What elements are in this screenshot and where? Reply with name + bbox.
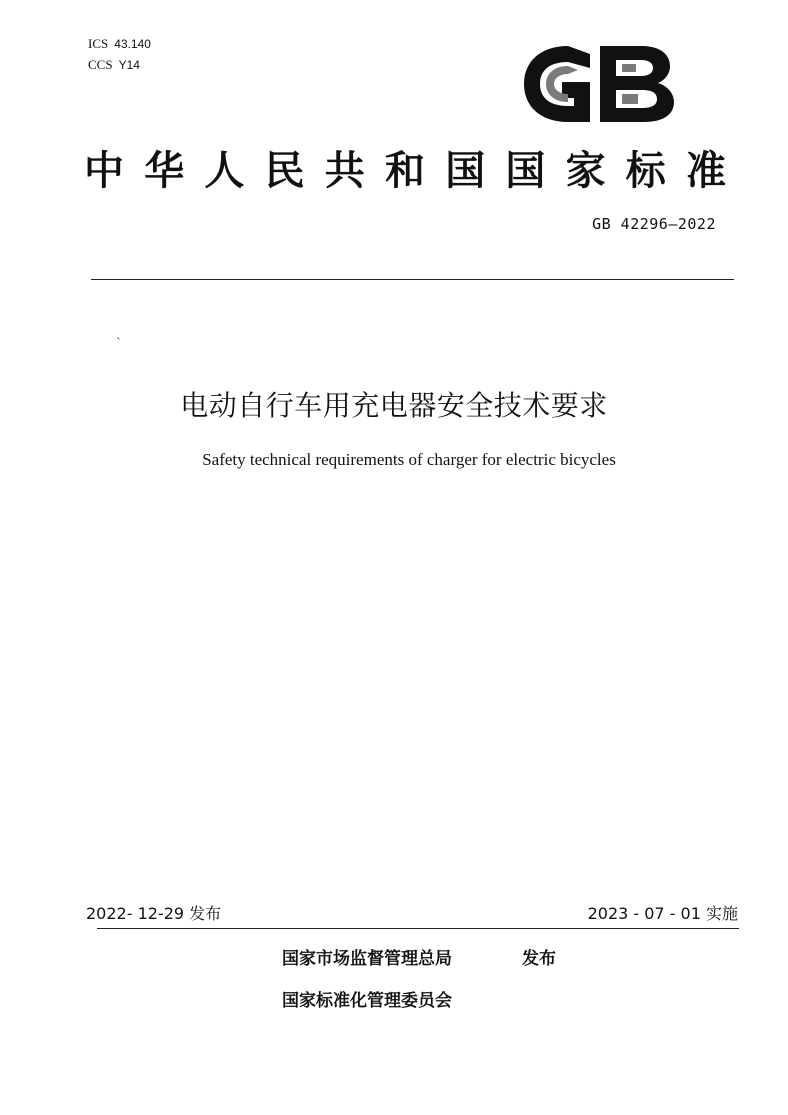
implementation-date: 2023 - 07 - 01 实施: [587, 904, 738, 923]
issuer-sac: 国家标准化管理委员会: [282, 991, 452, 1011]
ics-code: [88, 36, 151, 52]
ics-value: 43.140: [114, 37, 151, 51]
ccs-value: Y14: [118, 58, 140, 72]
national-standard-heading: 中华人民共和国国家标准: [84, 147, 730, 194]
document-title-chinese: 电动自行车用充电器安全技术要求: [180, 389, 608, 422]
gb-logo: [518, 42, 678, 126]
bottom-divider: [97, 928, 739, 929]
gb-logo-icon: [518, 42, 678, 126]
issue-date: 2022- 12-29 发布: [86, 904, 222, 923]
document-title-english: Safety technical requirements of charger for electric bicycles: [202, 450, 616, 469]
ccs-label: CCS: [88, 57, 113, 72]
top-divider: [91, 279, 734, 280]
issuer-samr: 国家市场监督管理总局: [282, 949, 452, 969]
stray-mark: `: [116, 336, 122, 350]
ccs-code: [88, 57, 140, 73]
ics-label: ICS: [88, 36, 109, 51]
standard-number: GB 42296—2022: [592, 215, 716, 233]
issue-verb: 发布: [522, 949, 556, 969]
